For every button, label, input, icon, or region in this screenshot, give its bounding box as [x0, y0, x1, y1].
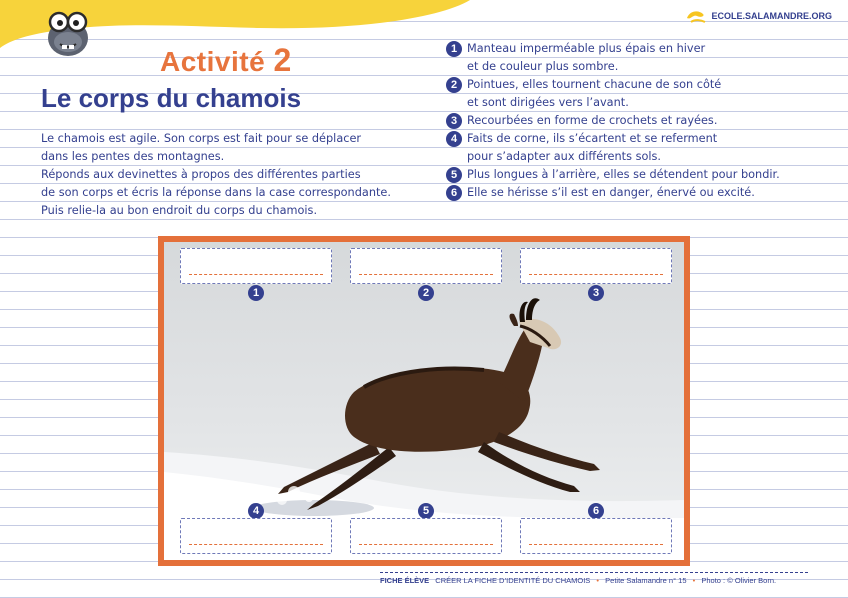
answer-box-6[interactable] — [520, 518, 672, 554]
footer — [380, 576, 776, 585]
number-badge: 4 — [446, 131, 462, 147]
box-number-4: 4 — [248, 503, 264, 519]
activity-word: Activité — [160, 46, 266, 77]
box-number-3: 3 — [588, 285, 604, 301]
riddle-item — [446, 40, 836, 76]
answer-box-2[interactable] — [350, 248, 502, 284]
footer-issue: Petite Salamandre n° 15 — [605, 576, 687, 585]
box-number-2: 2 — [418, 285, 434, 301]
footer-separator: • — [596, 576, 600, 585]
footer-label: FICHE ÉLÈVE — [380, 576, 430, 585]
answer-box-4[interactable] — [180, 518, 332, 554]
riddle-item — [446, 184, 836, 202]
footer-activity: CRÉER LA FICHE D’IDENTITÉ DU CHAMOIS — [435, 576, 591, 585]
box-number-1: 1 — [248, 285, 264, 301]
riddle-text: Elle se hérisse s’il est en danger, énervé ou excité. — [467, 186, 755, 199]
riddle-text: Manteau imperméable plus épais en hiver et de couleur plus sombre. — [467, 42, 706, 73]
number-badge: 6 — [446, 185, 462, 201]
riddle-text: Pointues, elles tournent chacune de son côté et sont dirigées vers l’avant. — [467, 78, 722, 109]
number-badge: 5 — [446, 167, 462, 183]
answer-box-1[interactable] — [180, 248, 332, 284]
activity-number: 2 — [273, 42, 292, 78]
box-number-6: 6 — [588, 503, 604, 519]
riddle-item — [446, 112, 836, 130]
chamois-photo — [164, 242, 684, 560]
riddle-text: Faits de corne, ils s’écartent et se referment pour s’adapter aux différents sols. — [467, 132, 718, 163]
answer-box-3[interactable] — [520, 248, 672, 284]
mascot-icon — [38, 4, 98, 60]
activity-label — [160, 42, 292, 79]
intro-text — [41, 130, 421, 220]
number-badge: 2 — [446, 77, 462, 93]
footer-credit: Photo : © Olivier Born. — [701, 576, 777, 585]
number-badge: 3 — [446, 113, 462, 129]
riddle-item — [446, 76, 836, 112]
brand-name: ECOLE.SALAMANDRE.ORG — [711, 11, 832, 21]
brand[interactable] — [685, 8, 832, 24]
page-title: Le corps du chamois — [41, 83, 302, 113]
intro-line: Réponds aux devinettes à propos des différentes parties — [41, 168, 361, 181]
box-number-5: 5 — [418, 503, 434, 519]
photo-frame — [158, 236, 690, 566]
intro-line: Puis relie-la au bon endroit du corps du chamois. — [41, 204, 318, 217]
riddle-text: Recourbées en forme de crochets et rayées. — [467, 114, 718, 127]
intro-line: de son corps et écris la réponse dans la case correspondante. — [41, 186, 391, 199]
riddle-text: Plus longues à l’arrière, elles se détendent pour bondir. — [467, 168, 780, 181]
answer-box-5[interactable] — [350, 518, 502, 554]
salamander-logo-icon — [685, 8, 707, 24]
number-badge: 1 — [446, 41, 462, 57]
intro-line: Le chamois est agile. Son corps est fait pour se déplacer — [41, 132, 362, 145]
riddles-list — [446, 40, 836, 202]
riddle-item — [446, 130, 836, 166]
riddle-item — [446, 166, 836, 184]
footer-separator: • — [692, 576, 696, 585]
footer-divider — [380, 572, 808, 573]
intro-line: dans les pentes des montagnes. — [41, 150, 225, 163]
